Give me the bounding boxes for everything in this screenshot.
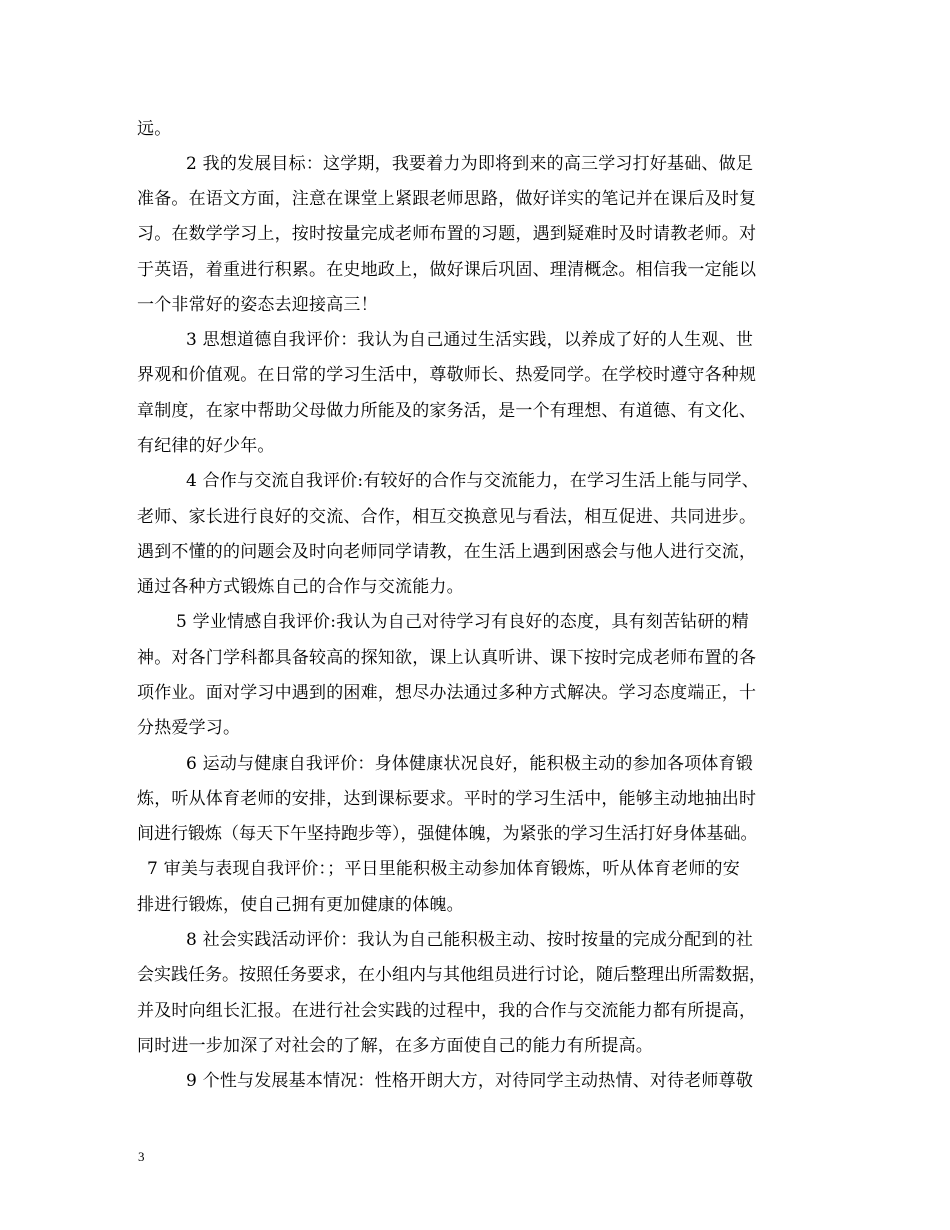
text-line: 项作业。面对学习中遇到的困难，想尽办法通过多种方式解决。学习态度端正，十: [137, 683, 757, 703]
text-line: 并及时向组长汇报。在进行社会实践的过程中，我的合作与交流能力都有所提高，: [137, 1001, 757, 1021]
text-line: 炼，听从体育老师的安排，达到课标要求。平时的学习生活中，能够主动地抽出时: [137, 789, 757, 809]
paragraph-first-line: 6 运动与健康自我评价：身体健康状况良好，能积极主动的参加各项体育锻: [186, 754, 754, 774]
text-line: 界观和价值观。在日常的学习生活中，尊敬师长、热爱同学。在学校时遵守各种规: [137, 365, 757, 385]
paragraph-first-line: 7 审美与表现自我评价：；平日里能积极主动参加体育锻炼，听从体育老师的安: [147, 859, 740, 879]
paragraph-first-line: 3 思想道德自我评价：我认为自己通过生活实践，以养成了好的人生观、世: [186, 330, 754, 350]
text-line: 通过各种方式锻炼自己的合作与交流能力。: [137, 577, 464, 597]
paragraph-first-line: 4 合作与交流自我评价:有较好的合作与交流能力，在学习生活上能与同学、: [186, 471, 759, 491]
text-line: 于英语，着重进行积累。在史地政上，做好课后巩固、理清概念。相信我一定能以: [137, 260, 757, 280]
text-line: 分热爱学习。: [137, 718, 241, 738]
text-line: 章制度，在家中帮助父母做力所能及的家务活，是一个有理想、有道德、有文化、: [137, 401, 757, 421]
paragraph-first-line: 2 我的发展目标：这学期，我要着力为即将到来的高三学习打好基础、做足: [186, 154, 754, 174]
text-line: 神。对各门学科都具备较高的探知欲，课上认真听讲、课下按时完成老师布置的各: [137, 648, 757, 668]
text-line: 排进行锻炼，使自己拥有更加健康的体魄。: [137, 895, 464, 915]
text-line: 一个非常好的姿态去迎接高三！: [137, 295, 378, 315]
text-line: 远。: [137, 119, 172, 139]
text-line: 习。在数学学习上，按时按量完成老师布置的习题，遇到疑难时及时请教老师。对: [137, 224, 757, 244]
paragraph-first-line: 9 个性与发展基本情况：性格开朗大方，对待同学主动热情、对待老师尊敬: [186, 1071, 754, 1091]
text-line: 老师、家长进行良好的交流、合作，相互交换意见与看法，相互促进、共同进步。: [137, 507, 757, 527]
paragraph-first-line: 8 社会实践活动评价：我认为自己能积极主动、按时按量的完成分配到的社: [186, 930, 754, 950]
text-line: 同时进一步加深了对社会的了解，在多方面使自己的能力有所提高。: [137, 1036, 653, 1056]
text-line: 会实践任务。按照任务要求，在小组内与其他组员进行讨论，随后整理出所需数据，: [137, 965, 766, 985]
text-line: 准备。在语文方面，注意在课堂上紧跟老师思路，做好详实的笔记并在课后及时复: [137, 189, 757, 209]
text-line: 间进行锻炼（每天下午坚持跑步等），强健体魄，为紧张的学习生活打好身体基础。: [137, 824, 758, 844]
page-number: 3: [138, 1149, 145, 1164]
text-line: 有纪律的好少年。: [137, 436, 275, 456]
paragraph-first-line: 5 学业情感自我评价:我认为自己对待学习有良好的态度，具有刻苦钻研的精: [176, 612, 749, 632]
text-line: 遇到不懂的的问题会及时向老师同学请教，在生活上遇到困惑会与他人进行交流，: [137, 542, 757, 562]
